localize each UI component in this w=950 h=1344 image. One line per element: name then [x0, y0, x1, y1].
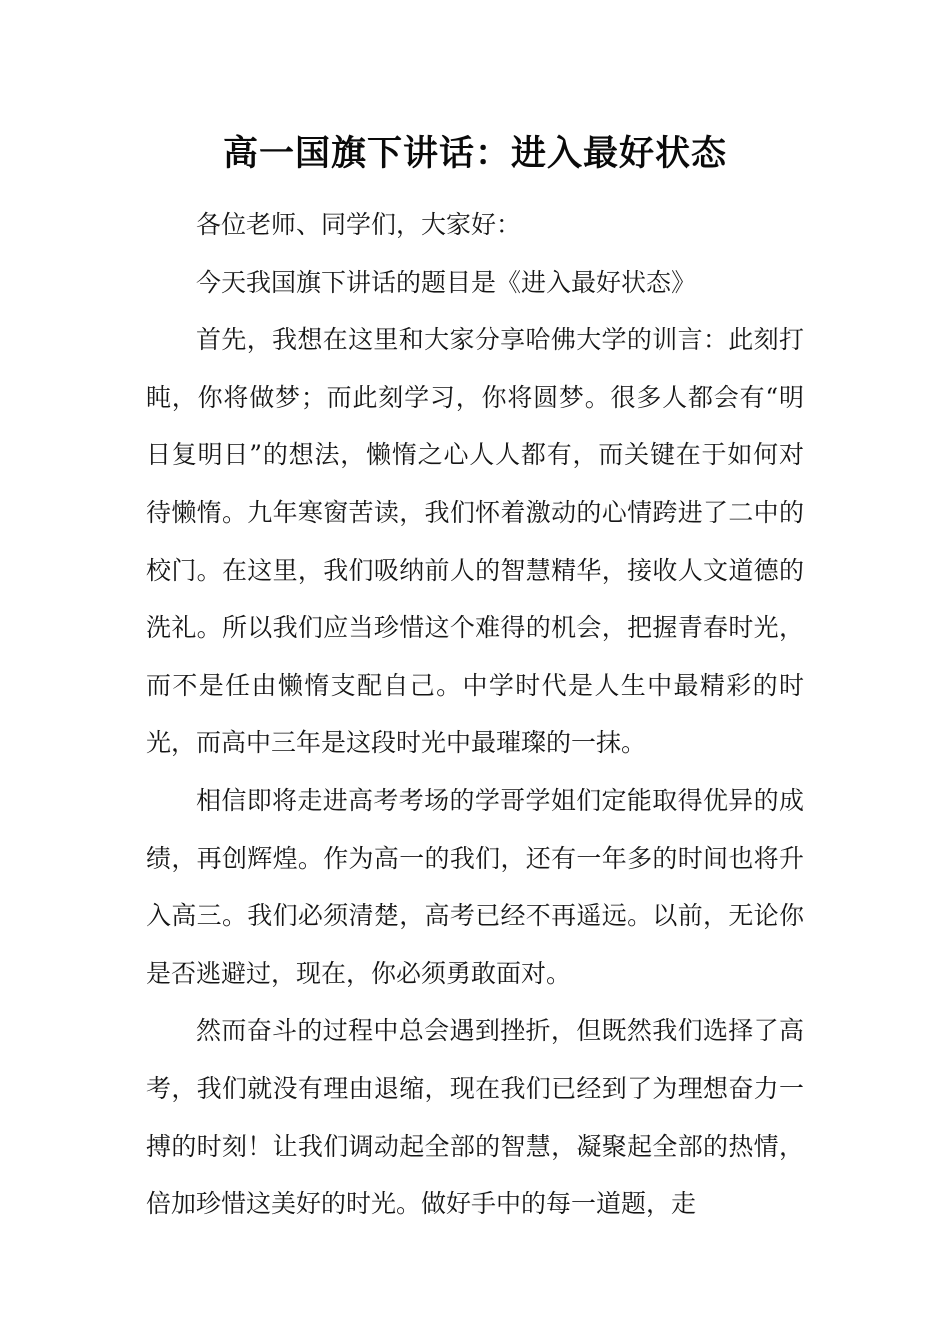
document-body [146, 196, 804, 1233]
paragraph-gaokao: 相信即将走进高考考场的学哥学姐们定能取得优异的成绩，再创辉煌。作为高一的我们，还有一年多的时间也将升入高三。我们必须清楚，高考已经不再遥远。以前，无论你是否逃避过，现在，你必须勇敢面对。 [146, 785, 804, 988]
paragraph-harvard-motto: 首先，我想在这里和大家分享哈佛大学的训言：此刻打盹，你将做梦；而此刻学习，你将圆梦。很多人都会有“明日复明日”的想法，懒惰之心人人都有，而关键在于如何对待懒惰。九年寒窗苦读，我们怀着激动的心情跨进了二中的校门。在这里，我们吸纳前人的智慧精华，接收人文道德的洗礼。所以我们应当珍惜这个难得的机会，把握青春时光，而不是任由懒惰支配自己。中学时代是人生中最精彩的时光，而高中三年是这段时光中最璀璨的一抹。 [146, 325, 804, 758]
paragraph-greeting: 各位老师、同学们，大家好： [196, 210, 522, 239]
document-title: 高一国旗下讲话：进入最好状态 [222, 134, 727, 174]
paragraph-struggle: 然而奋斗的过程中总会遇到挫折，但既然我们选择了高考，我们就没有理由退缩，现在我们已经到了为理想奋力一搏的时刻！让我们调动起全部的智慧，凝聚起全部的热情，倍加珍惜这美好的时光。做好手中的每一道题，走 [146, 1016, 804, 1219]
paragraph-topic: 今天我国旗下讲话的题目是《进入最好状态》 [196, 267, 697, 297]
